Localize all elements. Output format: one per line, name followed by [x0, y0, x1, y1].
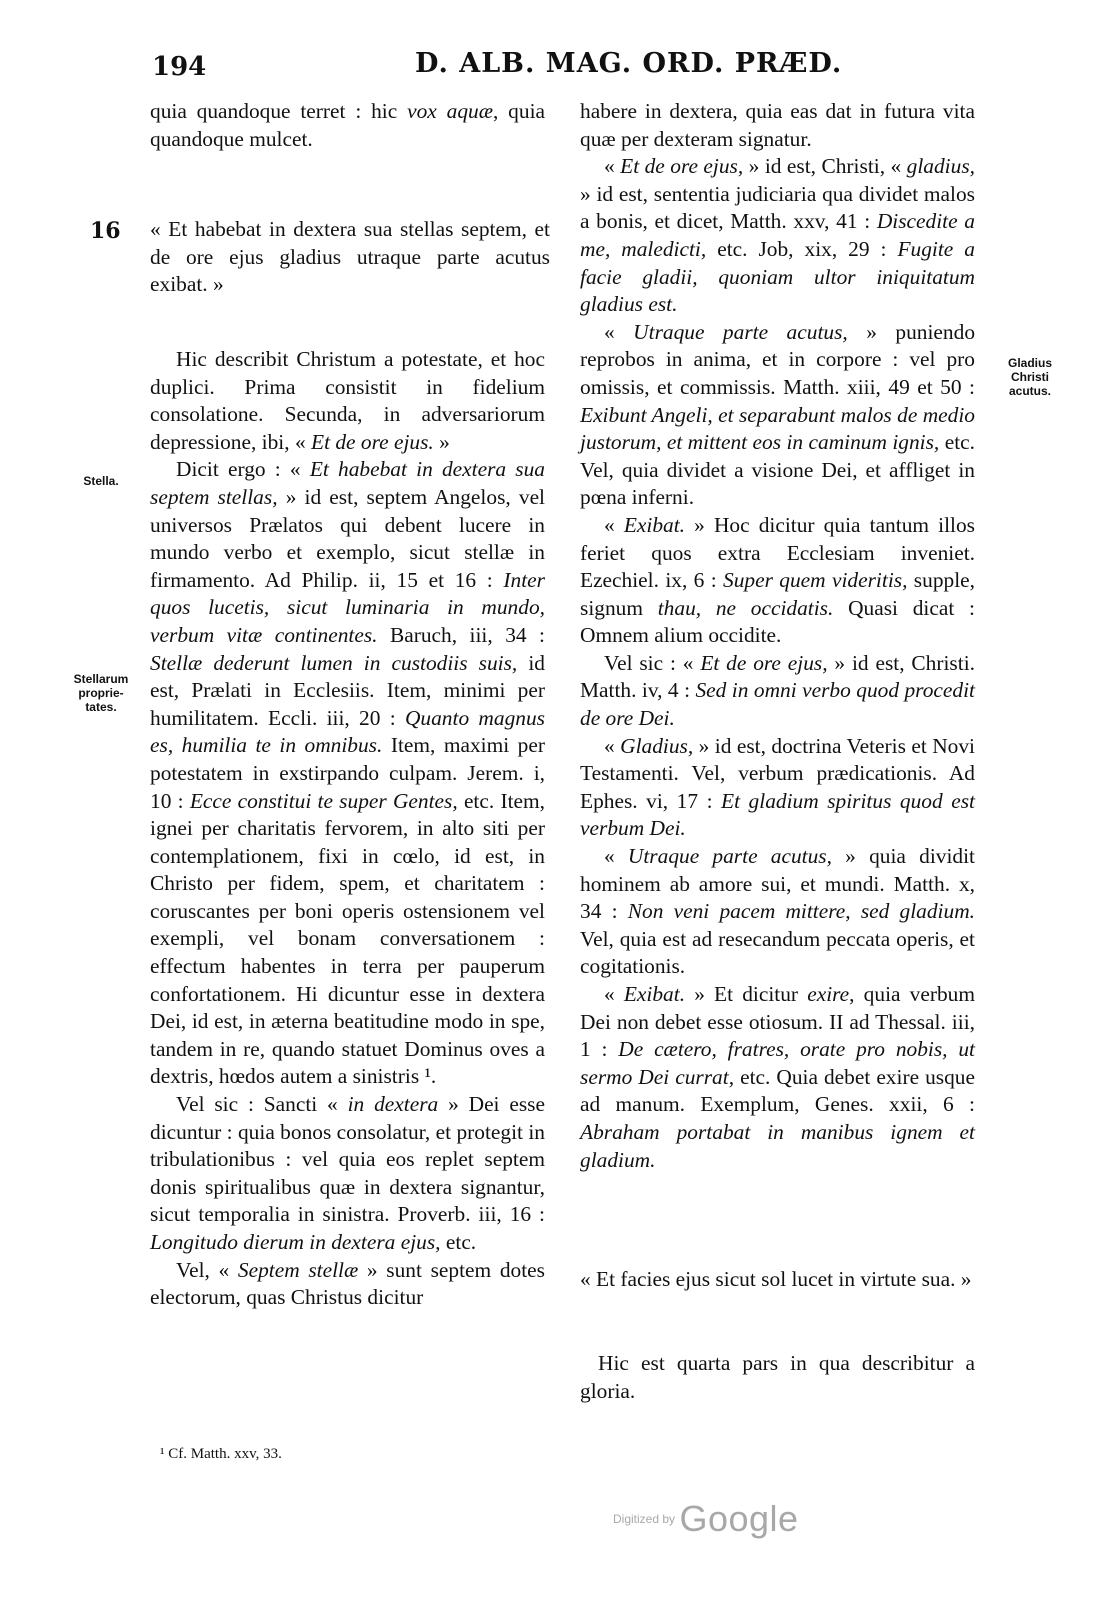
right-lemma: « Et facies ejus sicut sol lucet in virtute sua. »	[580, 1267, 972, 1291]
margin-note-gladius: Gladius Christi acutus.	[1007, 356, 1052, 398]
right-body: habere in dextera, quia eas dat in futura vita quæ per dexteram signatur. « Et de ore ejus, » id est, Christi, « gladius, » id est, sententia judiciaria qua dividet malos a bonis, et dicet, Matth. xxv, 41 : Discedite a me, maledicti, etc. Job, xix, 29 : Fugite a facie gladii, quoniam ultor iniquitatum gladius est. « Utraque parte acutus, » puniendo reprobos in anima, et in corpore : vel pro omissis, et commissis. Matth. xiii, 49 et 50 : Exibunt Angeli, et separabunt malos de medio justorum, et mittent eos in caminum ignis, etc. Vel, quia dividet a visione Dei, et affliget in pœna inferni. « Exibat. » Hoc dicitur quia tantum illos feriet quos extra Ecclesiam inveniet. Ezechiel. ix, 6 : Super quem videritis, supple, signum thau, ne occidatis. Quasi dicat : Omnem alium occidite. Vel sic : « Et de ore ejus, » id est, Christi. Matth. iv, 4 : Sed in omni verbo quod procedit de ore Dei. « Gladius, » id est, doctrina Veteris et Novi Testamenti. Vel, verbum prædicationis. Ad Ephes. vi, 17 : Et gladium spiritus quod est verbum Dei. « Utraque parte acutus, » quia dividit hominem ab amore sui, et mundi. Matth. x, 34 : Non veni pacem mittere, sed gladium. Vel, quia est ad resecandum peccata operis, et cogitationis. « Exibat. » Et dicitur exire, quia verbum Dei non debet esse otiosum. II ad Thessal. iii, 1 : De cætero, fratres, orate pro nobis, ut sermo Dei currat, etc. Quia debet exire usque ad manum. Exemplum, Genes. xxii, 6 : Abraham portabat in manibus ignem et gladium.	[580, 99, 976, 1172]
footnote: ¹ Cf. Matth. xxv, 33.	[160, 1446, 282, 1462]
right-final: Hic est quarta pars in qua describitur a gloria.	[580, 1351, 975, 1403]
verse-number: 16	[90, 218, 121, 244]
left-intro: quia quandoque terret : hic vox aquæ, quia quandoque mulcet.	[150, 99, 546, 151]
margin-note-stellarum: Stellarum proprie-tates.	[73, 672, 129, 714]
margin-note-stella: Stella.	[83, 474, 119, 488]
digitized-watermark	[613, 1498, 799, 1540]
left-body: Hic describit Christum a potestate, et hoc duplici. Prima consistit in fidelium consolatione. Secunda, in adversariorum depressione, ibi, « Et de ore ejus. » Dicit ergo : « Et habebat in dextera sua septem stellas, » id est, septem Angelos, vel universos Prælatos qui debent lucere in mundo verbo et exemplo, sicut stellæ in firmamento. Ad Philip. ii, 15 et 16 : Inter quos lucetis, sicut luminaria in mundo, verbum vitæ continentes. Baruch, iii, 34 : Stellæ dederunt lumen in custodiis suis, id est, Prælati in Ecclesiis. Item, minimi per humilitatem. Eccli. iii, 20 : Quanto magnus es, humilia te in omnibus. Item, maximi per potestatem in exstirpando culpam. Jerem. i, 10 : Ecce constitui te super Gentes, etc. Item, ignei per charitatis fervorem, in alto siti per contemplationem, fixi in cœlo, id est, in Christo per fidem, spem, et charitatem : coruscantes per boni operis ostensionem vel exempli, vel bonam conversationem : effectum habentes in terra per pauperum confortationem. Hi dicuntur esse in dextera Dei, id est, in æterna beatitudine modo in spe, tandem in re, quando statuet Dominus oves a dextris, hœdos autem a sinistris ¹. Vel sic : Sancti « in dextera » Dei esse dicuntur : quia bonos consolatur, et protegit in tribulationibus : vel quia eos replet septem donis spiritualibus quæ in dextera signantur, sicut temporalia in sinistra. Proverb. iii, 16 : Longitudo dierum in dextera ejus, etc. Vel, « Septem stellæ » sunt septem dotes electorum, quas Christus dicitur	[150, 347, 546, 1310]
running-title: D. ALB. MAG. ORD. PRÆD.	[415, 48, 843, 79]
left-lemma: « Et habebat in dextera sua stellas septem, et de ore ejus gladius utraque parte acutus exibat. »	[150, 217, 550, 297]
google-logo: Google	[679, 1498, 799, 1539]
page-number: 194	[152, 52, 207, 82]
digitized-prefix: Digitized by	[613, 1512, 676, 1526]
